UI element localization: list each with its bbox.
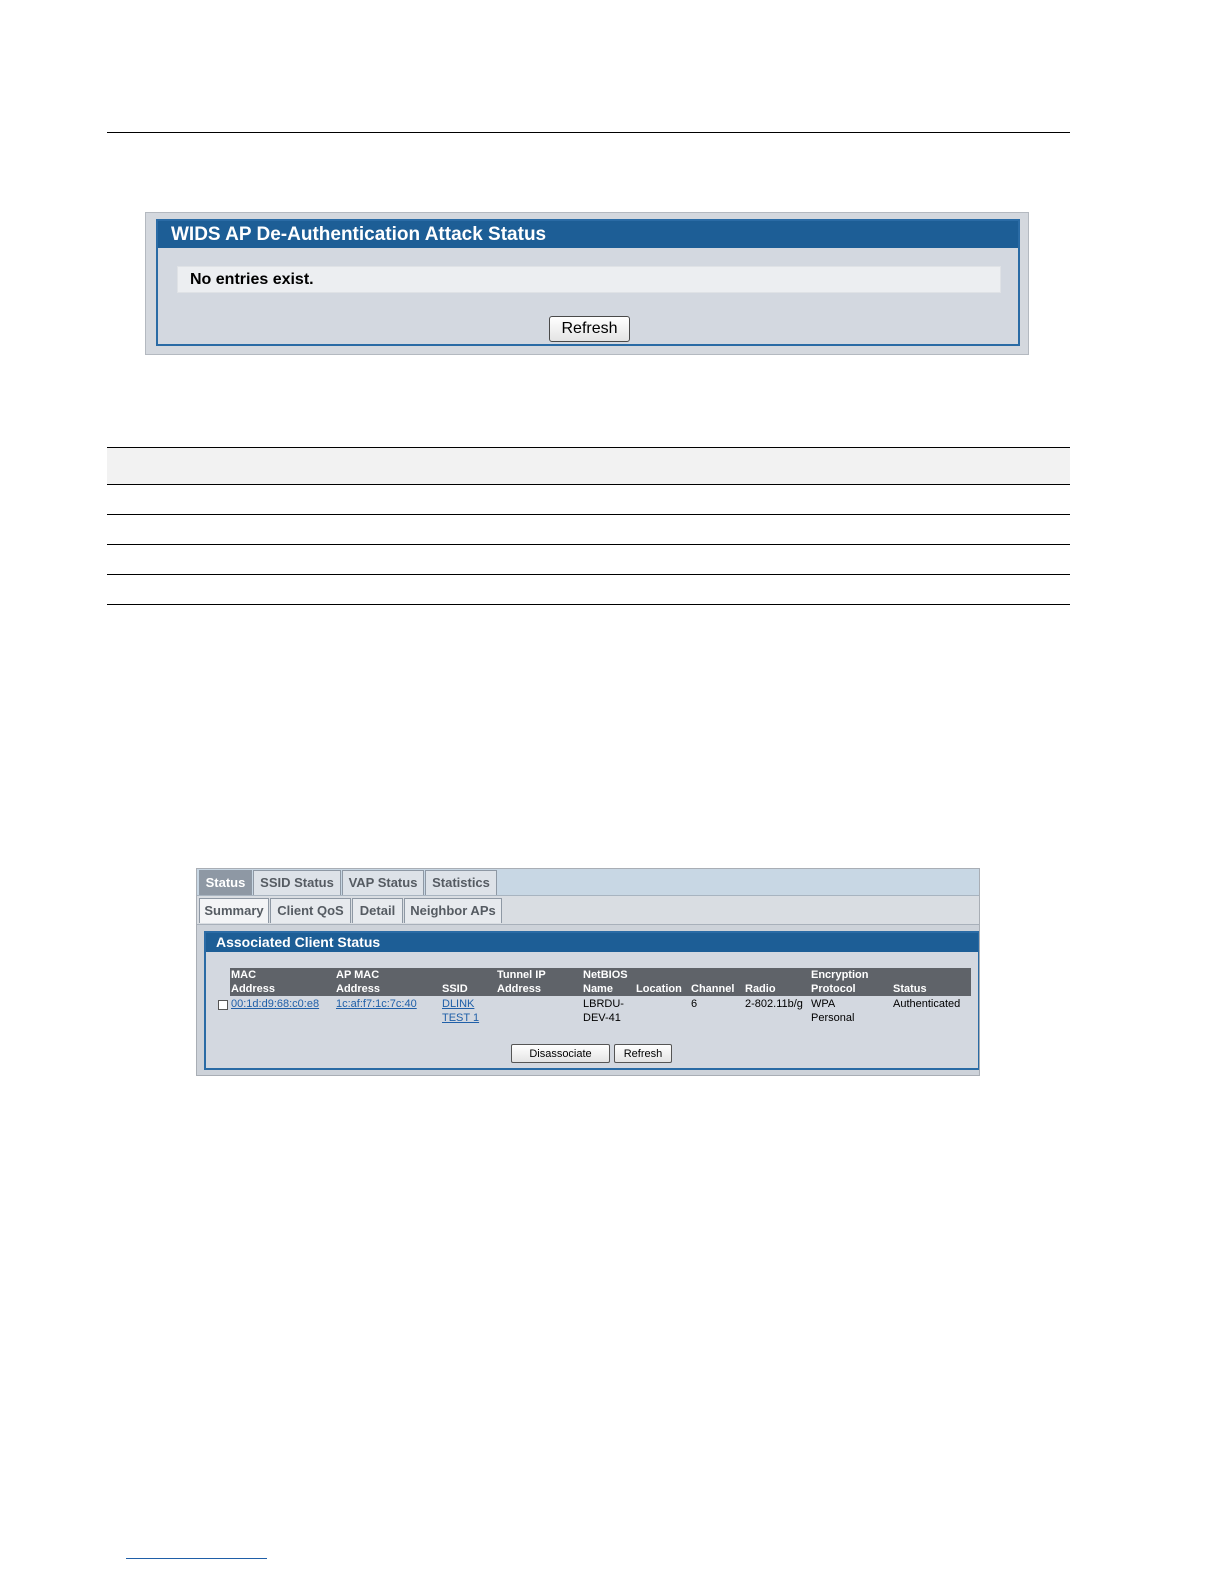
empty-table-row (107, 545, 1070, 575)
empty-table-header (107, 447, 1070, 485)
tab-vap-status[interactable]: VAP Status (342, 870, 424, 895)
col-location: Location (636, 983, 682, 995)
col-radio: Radio (745, 983, 776, 995)
col-encryption-protocol (811, 968, 868, 996)
empty-table-row (107, 575, 1070, 605)
wids-status-screenshot (145, 212, 1029, 355)
tab-summary[interactable]: Summary (199, 898, 269, 923)
empty-table (107, 447, 1070, 605)
tab-statistics[interactable]: Statistics (425, 870, 497, 895)
col-mac-line2: Address (231, 983, 276, 995)
secondary-tab-bar (197, 896, 979, 925)
no-entries-message: No entries exist. (177, 266, 1001, 293)
col-apmac-line1: AP MAC (336, 969, 380, 981)
ssid-line2: TEST 1 (442, 1012, 480, 1024)
top-rule (107, 132, 1070, 133)
col-channel: Channel (691, 983, 735, 995)
col-mac-line1: MAC (231, 969, 257, 981)
associated-client-panel (204, 931, 980, 1070)
col-ap-mac-address (336, 968, 380, 996)
col-tunnel-line2: Address (497, 983, 542, 995)
table-row (230, 996, 971, 1026)
client-refresh-button[interactable]: Refresh (614, 1044, 672, 1063)
wids-panel-title: WIDS AP De-Authentication Attack Status (158, 221, 1018, 248)
col-tunnel-ip (497, 968, 546, 996)
tab-ssid-status[interactable]: SSID Status (253, 870, 341, 895)
client-panel-title: Associated Client Status (206, 933, 978, 952)
netbios-line1: LBRDU- (583, 998, 624, 1010)
encryption-line1: WPA (811, 998, 836, 1010)
tab-status[interactable]: Status (199, 870, 252, 895)
wids-panel (156, 219, 1020, 346)
netbios-name-value (583, 997, 624, 1025)
client-table (230, 968, 971, 1026)
row-select-checkbox[interactable] (218, 1000, 228, 1010)
primary-tab-bar (197, 869, 979, 896)
ap-mac-link[interactable]: 1c:af:f7:1c:7c:40 (336, 998, 417, 1010)
col-enc-line2: Protocol (811, 983, 856, 995)
encryption-value (811, 997, 854, 1025)
col-apmac-line2: Address (336, 983, 381, 995)
tab-neighbor-aps[interactable]: Neighbor APs (404, 898, 502, 923)
radio-value: 2-802.11b/g (745, 998, 803, 1010)
col-netbios-line2: Name (583, 983, 613, 995)
client-table-header (230, 968, 971, 996)
col-status: Status (893, 983, 927, 995)
channel-value: 6 (691, 998, 698, 1010)
col-ssid: SSID (442, 983, 468, 995)
refresh-button[interactable]: Refresh (549, 316, 630, 342)
empty-table-row (107, 515, 1070, 545)
encryption-line2: Personal (811, 1012, 855, 1024)
col-tunnel-line1: Tunnel IP (497, 969, 546, 981)
empty-table-row (107, 485, 1070, 515)
tab-detail[interactable]: Detail (352, 898, 403, 923)
tab-client-qos[interactable]: Client QoS (270, 898, 351, 923)
ssid-line1: DLINK (442, 998, 475, 1010)
mac-address-link[interactable]: 00:1d:d9:68:c0:e8 (231, 998, 320, 1010)
netbios-line2: DEV-41 (583, 1012, 621, 1024)
col-enc-line1: Encryption (811, 969, 869, 981)
disassociate-button[interactable]: Disassociate (511, 1044, 610, 1063)
col-netbios-line1: NetBIOS (583, 969, 628, 981)
ssid-link[interactable] (442, 997, 479, 1025)
status-value: Authenticated (893, 998, 961, 1010)
col-mac-address (231, 968, 275, 996)
footnote-rule (126, 1558, 267, 1559)
client-status-screenshot (196, 868, 980, 1076)
col-netbios-name (583, 968, 628, 996)
